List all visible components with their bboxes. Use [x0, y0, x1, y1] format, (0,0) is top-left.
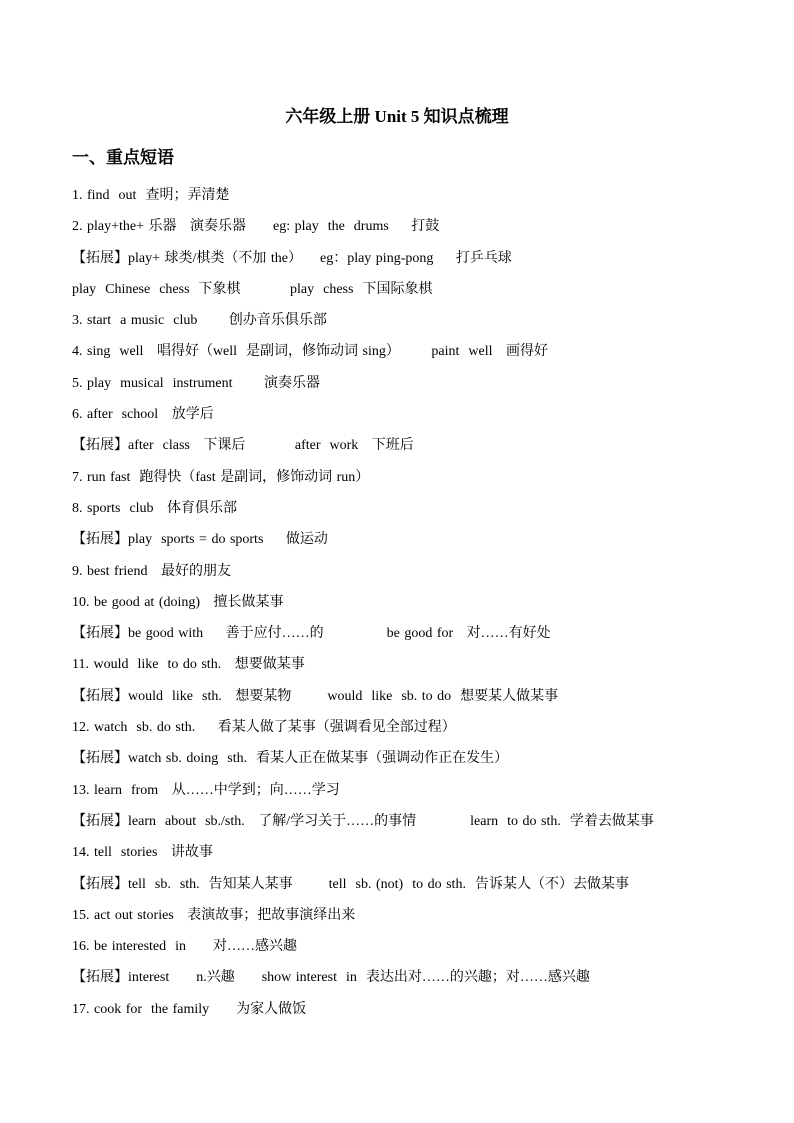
- phrase-line: 1. find out 查明；弄清楚: [72, 188, 230, 203]
- phrase-line: 6. after school 放学后: [72, 407, 214, 423]
- section-heading: 一、重点短语: [72, 148, 174, 167]
- page-title: 六年级上册 Unit 5 知识点梳理: [285, 107, 509, 126]
- extension-line: 【拓展】interest n.兴趣 show interest in 表达出对……的兴趣；对……感兴趣: [72, 970, 590, 986]
- extension-line: 【拓展】tell sb. sth. 告知某人某事 tell sb. (not) to do sth. 告诉某人（不）去做某事: [72, 876, 629, 892]
- phrase-line: 9. best friend 最好的朋友: [72, 563, 231, 579]
- phrase-line: 14. tell stories 讲故事: [72, 845, 213, 861]
- phrase-line: 16. be interested in 对……感兴趣: [72, 939, 298, 955]
- phrase-line: 2. play+the+ 乐器 演奏乐器 eg: play the drums 打鼓: [72, 219, 440, 235]
- extension-line: 【拓展】after class 下课后 after work 下班后: [72, 438, 414, 454]
- phrase-line: 15. act out stories 表演故事；把故事演绎出来: [72, 907, 356, 923]
- extension-line: 【拓展】play+ 球类/棋类（不加 the） eg：play ping-pong 打乒乓球: [72, 250, 512, 266]
- phrase-line: 13. learn from 从……中学到；向……学习: [72, 782, 340, 798]
- phrase-line: play Chinese chess 下象棋 play chess 下国际象棋: [72, 281, 433, 297]
- phrase-line: 11. would like to do sth. 想要做某事: [72, 657, 305, 673]
- phrase-line: 8. sports club 体育俱乐部: [72, 500, 238, 516]
- phrase-line: 10. be good at (doing) 擅长做某事: [72, 594, 284, 610]
- phrase-line: 17. cook for the family 为家人做饭: [72, 1001, 307, 1017]
- extension-line: 【拓展】learn about sb./sth. 了解/学习关于……的事情 learn to do sth. 学着去做某事: [72, 813, 654, 829]
- phrase-line: 5. play musical instrument 演奏乐器: [72, 375, 321, 391]
- extension-line: 【拓展】play sports = do sports 做运动: [72, 532, 328, 548]
- extension-line: 【拓展】would like sth. 想要某物 would like sb. to do 想要某人做某事: [72, 688, 559, 704]
- extension-line: 【拓展】be good with 善于应付……的 be good for 对……有好处: [72, 626, 551, 642]
- phrase-line: 3. start a music club 创办音乐俱乐部: [72, 313, 327, 329]
- phrase-line: 7. run fast 跑得快（fast 是副词，修饰动词 run）: [72, 469, 370, 485]
- extension-line: 【拓展】watch sb. doing sth. 看某人正在做某事（强调动作正在发生）: [72, 751, 509, 767]
- phrase-line: 12. watch sb. do sth. 看某人做了某事（强调看见全部过程）: [72, 720, 456, 736]
- phrase-list: [72, 183, 732, 1028]
- phrase-line: 4. sing well 唱得好（well 是副词，修饰动词 sing） paint well 画得好: [72, 344, 548, 360]
